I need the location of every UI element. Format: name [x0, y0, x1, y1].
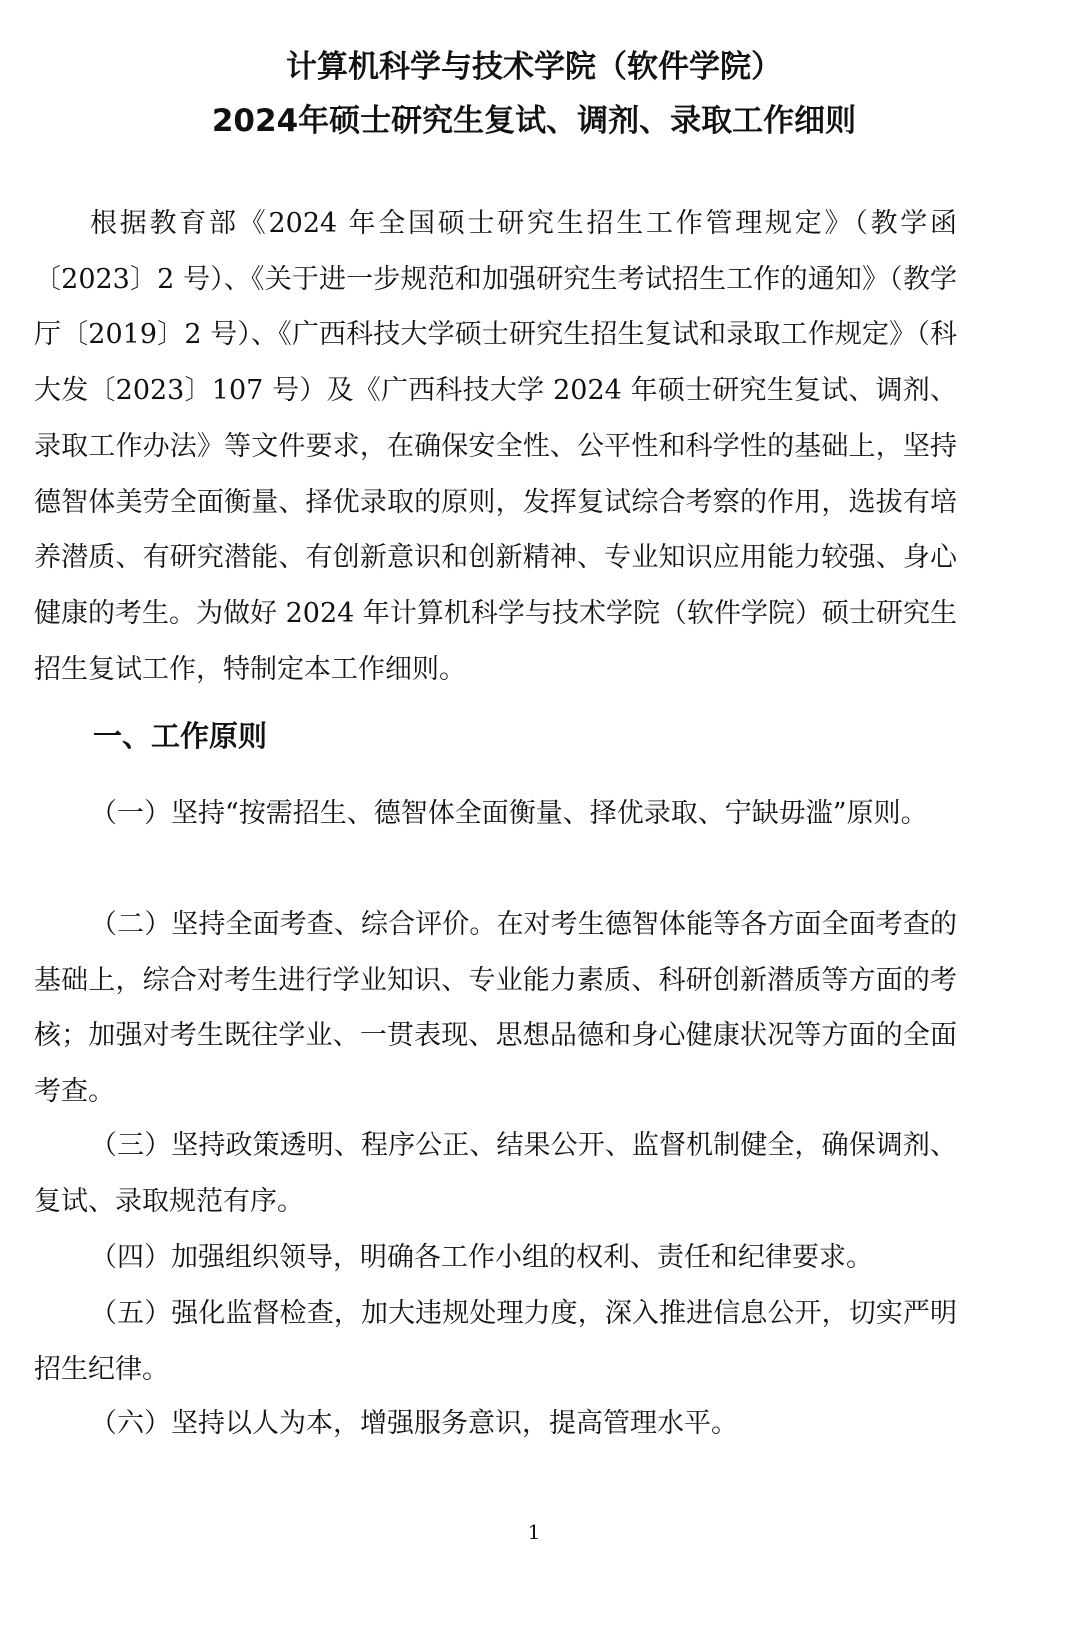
intro-paragraph: 根据教育部《2024 年全国硕士研究生招生工作管理规定》（教学函〔2023〕2 号）、《关于进一步规范和加强研究生考试招生工作的通知》（教学厅〔2019〕2 号）、《广西科技大学硕士研究生招生复试和录取工作规定》（科大发〔2023〕107 号）及《广西科技大学 2024 年硕士研究生复试、调剂、录取工作办法》等文件要求，在确保安全性、公平性和科学性的基础上，坚持德智体美劳全面衡量、择优录取的原则，发挥复试综合考察的作用，选拔有培养潜质、有研究潜能、有创新意识和创新精神、专业知识应用能力较强、身心健康的考生。为做好 2024 年计算机科学与技术学院（软件学院）硕士研究生招生复试工作，特制定本工作细则。 — [34, 208, 957, 685]
principle-item-3: （三）坚持政策透明、程序公正、结果公开、监督机制健全，确保调剂、复试、录取规范有序。 — [34, 1130, 957, 1217]
principle-item-4: （四）加强组织领导，明确各工作小组的权利、责任和纪律要求。 — [90, 1242, 873, 1273]
document-title-line1: 计算机科学与技术学院（软件学院） — [286, 49, 782, 85]
principle-item-6: （六）坚持以人为本，增强服务意识，提高管理水平。 — [90, 1408, 738, 1439]
principle-item-2: （二）坚持全面考查、综合评价。在对考生德智体能等各方面全面考查的基础上，综合对考生进行学业知识、专业能力素质、科研创新潜质等方面的考核；加强对考生既往学业、一贯表现、思想品德和身心健康状况等方面的全面考查。 — [34, 909, 957, 1108]
principle-item-5: （五）强化监督检查，加大违规处理力度，深入推进信息公开，切实严明招生纪律。 — [34, 1298, 957, 1385]
section-heading-work-principles: 一、工作原则 — [93, 719, 268, 753]
document-title-line2: 2024年硕士研究生复试、调剂、录取工作细则 — [211, 103, 857, 139]
page-number: 1 — [527, 1520, 541, 1544]
principle-item-1: （一）坚持“按需招生、德智体全面衡量、择优录取、宁缺毋滥”原则。 — [90, 798, 928, 829]
